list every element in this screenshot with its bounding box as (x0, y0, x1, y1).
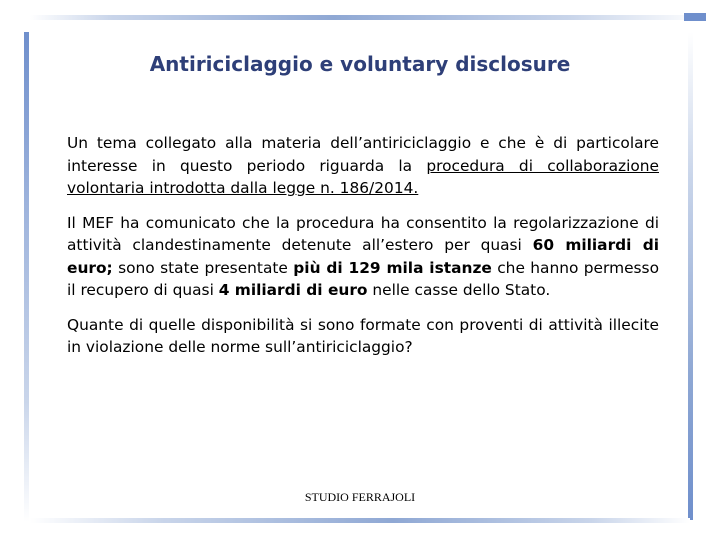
paragraph-2-bold-3: 4 miliardi di euro (218, 281, 368, 299)
frame-left-bar (24, 32, 29, 522)
paragraph-2-part-1: Il MEF ha comunicato che la procedura ha consentito la regolarizzazione di attività clandestinamente detenute all’estero per quasi (67, 213, 659, 254)
paragraph-2 (67, 212, 659, 302)
paragraph-1-underlined: procedura di collaborazione volontaria introdotta dalla legge n. 186/2014. (67, 156, 659, 197)
paragraph-2-part-3: che hanno permesso il recupero di quasi (67, 258, 659, 299)
slide-title: Antiriciclaggio e voluntary disclosure (149, 52, 571, 76)
frame-right-bar (688, 32, 693, 520)
frame-top-bar (30, 15, 705, 20)
frame-top-accent (684, 13, 706, 21)
paragraph-2-bold-2: più di 129 mila istanze (293, 258, 492, 277)
frame-bottom-bar (30, 518, 690, 523)
slide-body (67, 132, 659, 371)
paragraph-2-part-2: sono state presentate (112, 258, 294, 277)
paragraph-3: Quante di quelle disponibilità si sono formate con proventi di attività illecite in violazione delle norme sull’antiriciclaggio? (67, 315, 659, 356)
paragraph-1-text: Un tema collegato alla materia dell’antiriciclaggio e che è di particolare interesse in questo periodo riguarda la (67, 134, 659, 175)
paragraph-2-part-4: nelle casse dello Stato. (367, 281, 551, 299)
footer-label: STUDIO FERRAJOLI (304, 490, 416, 504)
paragraph-2-bold-1: 60 miliardi di euro; (67, 236, 660, 277)
paragraph-1 (67, 132, 659, 200)
